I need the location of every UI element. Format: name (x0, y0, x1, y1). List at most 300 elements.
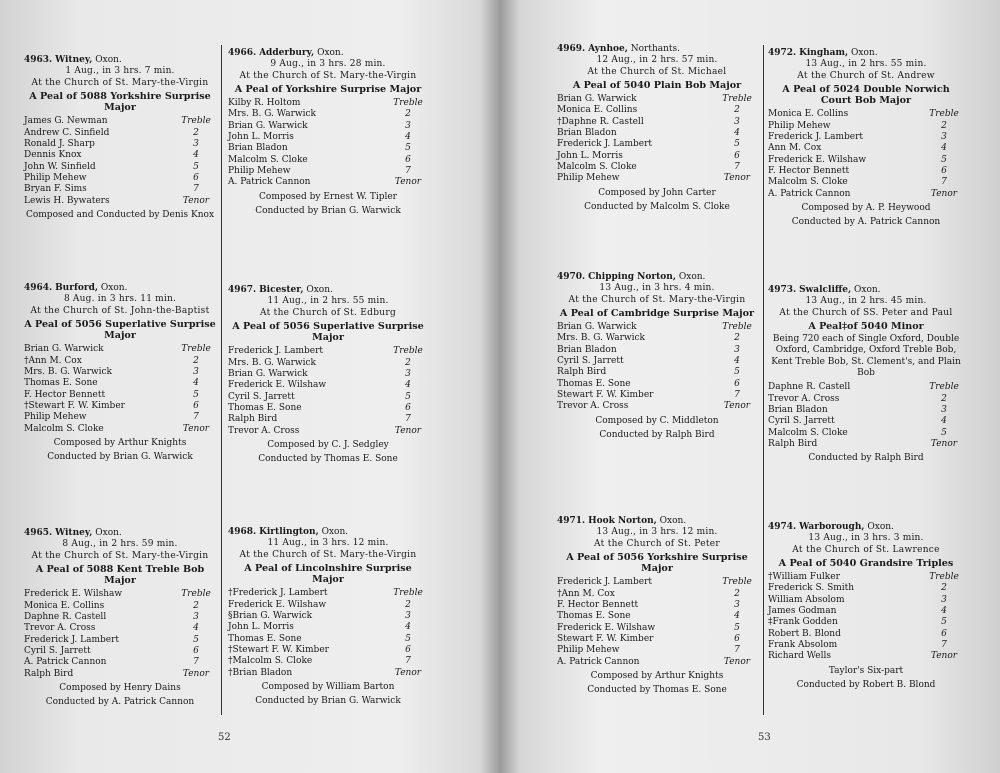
peal-title: A Peal of 5024 Double Norwich Court Bob Major (782, 83, 950, 107)
peal-credit: Taylor's Six-part (828, 665, 904, 676)
peal-number: 4964. (24, 283, 53, 293)
ringer-name: ‡Frank Godden (768, 617, 838, 628)
ringer-row (557, 645, 757, 656)
bell-number: 5 (941, 617, 947, 628)
bell-number: 2 (405, 109, 411, 120)
ringer-name: Malcolm S. Cloke (228, 154, 308, 165)
ringer-name: Richard Wells (768, 651, 831, 662)
bell-number: 5 (734, 622, 740, 633)
ringer-list (228, 98, 428, 188)
ringer-row (768, 189, 964, 200)
peal-title: A Peal of 5088 Yorkshire Surprise Major (29, 90, 211, 114)
ringer-name: Mrs. B. G. Warwick (557, 333, 645, 344)
peal-credit: Conducted by Robert B. Blond (796, 679, 936, 690)
peal-title: A Peal of 5088 Kent Treble Bob Major (35, 563, 205, 587)
ringer-name: Philip Mehew (768, 120, 831, 131)
ringer-row (228, 600, 428, 611)
bell-number: Treble (722, 322, 752, 333)
peal-heading (768, 285, 964, 296)
peal-heading (24, 283, 216, 294)
peal-church: At the Church of St. Mary-the-Virgin (31, 77, 209, 88)
bell-number: 2 (193, 600, 199, 611)
ringer-name: Daphne R. Castell (24, 612, 107, 623)
peal-church: At the Church of St. Mary-the-Virgin (239, 549, 417, 560)
peal-title: A Peal of 5056 Superlative Surprise Major (24, 318, 216, 342)
peal-county: Oxon. (317, 48, 344, 58)
peal-credit: Conducted by Brian G. Warwick (255, 696, 401, 707)
ringer-list (24, 116, 216, 206)
ringer-name: Monica E. Collins (557, 105, 638, 116)
peal-church: At the Church of St. Mary-the-Virgin (568, 294, 746, 305)
peal-date: 13 Aug., in 3 hrs. 3 min. (808, 533, 924, 544)
peal-date: 13 Aug., in 3 hrs. 4 min. (599, 283, 715, 294)
ringer-name: Frederick E. Wilshaw (228, 599, 327, 610)
peal-credit: Conducted by Ralph Bird (599, 429, 715, 440)
bell-number: 6 (405, 644, 411, 655)
ringer-name: †Brian Bladon (228, 667, 293, 678)
ringer-name: Ralph Bird (557, 367, 607, 378)
bell-number: Tenor (182, 668, 210, 679)
ringer-row (768, 572, 964, 583)
ringer-name: Malcolm S. Cloke (768, 177, 848, 188)
ringer-name: Thomas E. Sone (557, 611, 631, 622)
ringer-row (768, 606, 964, 617)
ringer-row (557, 105, 757, 116)
peal-date: 11 Aug., in 3 hrs. 12 min. (267, 538, 389, 549)
peal-heading (24, 528, 216, 539)
ringer-row (24, 184, 216, 195)
peal-county: Oxon. (95, 55, 122, 65)
bell-number: 4 (734, 128, 740, 139)
ringer-name: Ronald J. Sharp (24, 139, 95, 150)
bell-number: 3 (193, 367, 199, 378)
ringer-row (228, 668, 428, 679)
ringer-row (24, 139, 216, 150)
peal-church: At the Church of SS. Peter and Paul (779, 307, 953, 318)
ringer-name: Cyril S. Jarrett (228, 391, 295, 402)
bell-number: 5 (941, 427, 947, 438)
bell-number: Tenor (723, 401, 751, 412)
peal-credit: Conducted by A. Patrick Cannon (791, 217, 941, 228)
ringer-name: A. Patrick Cannon (24, 657, 107, 668)
ringer-name: F. Hector Bennett (557, 600, 639, 611)
peal-heading (557, 516, 757, 527)
bell-number: Tenor (930, 651, 958, 662)
ringer-name: Ralph Bird (24, 668, 74, 679)
peal-heading (768, 522, 964, 533)
bell-number: Treble (393, 346, 423, 357)
ringer-row (24, 378, 216, 389)
peal-number: 4971. (557, 516, 586, 526)
bell-number: 5 (405, 143, 411, 154)
bell-number: 2 (405, 599, 411, 610)
ringer-name: F. Hector Bennett (24, 389, 106, 400)
peal-credit: Conducted by Brian G. Warwick (255, 205, 401, 216)
ringer-row (557, 356, 757, 367)
ringer-name: Malcolm S. Cloke (24, 423, 104, 434)
ringer-row (557, 634, 757, 645)
bell-number: Tenor (394, 667, 422, 678)
peal-county: Northants. (630, 44, 681, 54)
peal-county: Oxon. (95, 528, 122, 538)
bell-number: 6 (941, 165, 947, 176)
bell-number: 6 (734, 378, 740, 389)
ringer-name: Brian Bladon (768, 404, 828, 415)
peal-place: Burford, (55, 283, 98, 293)
peal-record (557, 516, 757, 696)
peal-number: 4967. (228, 285, 257, 295)
ringer-row (24, 669, 216, 680)
ringer-row (557, 623, 757, 634)
peal-place: Hook Norton, (588, 516, 657, 526)
ringer-name: Brian Bladon (557, 344, 617, 355)
bell-number: 4 (941, 143, 947, 154)
bell-number: Tenor (723, 656, 751, 667)
peal-church: At the Church of St. Edburg (259, 307, 397, 318)
ringer-name: F. Hector Bennett (768, 165, 850, 176)
peal-credit: Composed by A. P. Heywood (801, 202, 931, 213)
peal-heading (557, 44, 757, 55)
peal-place: Witney, (55, 55, 93, 65)
ringer-list (228, 588, 428, 678)
ringer-name: †Frederick J. Lambert (228, 588, 328, 599)
peal-number: 4973. (768, 285, 797, 295)
peal-title: A Peal of Lincolnshire Surprise Major (244, 562, 412, 586)
ringer-row (24, 412, 216, 423)
ringer-row (557, 600, 757, 611)
ringer-row (228, 656, 428, 667)
ringer-row (557, 401, 757, 412)
peal-church: At the Church of St. Peter (593, 538, 721, 549)
peal-county: Oxon. (851, 48, 878, 58)
ringer-row (557, 367, 757, 378)
ringer-row (228, 588, 428, 599)
bell-number: Treble (181, 589, 211, 600)
ringer-row (557, 128, 757, 139)
bell-number: 3 (734, 344, 740, 355)
ringer-name: Brian Bladon (228, 143, 288, 154)
ringer-name: Frederick J. Lambert (557, 139, 653, 150)
bell-number: 4 (193, 378, 199, 389)
bell-number: 4 (941, 606, 947, 617)
peal-record (24, 528, 216, 708)
ringer-name: †William Fulker (768, 572, 840, 583)
bell-number: 4 (193, 623, 199, 634)
ringer-row (768, 629, 964, 640)
peal-date: 8 Aug., in 2 hrs. 59 min. (62, 539, 178, 550)
peal-place: Chipping Norton, (588, 272, 676, 282)
ringer-name: William Absolom (768, 594, 845, 605)
peal-record (228, 48, 428, 217)
bell-number: 4 (734, 611, 740, 622)
bell-number: Treble (929, 109, 959, 120)
peal-county: Oxon. (321, 527, 349, 537)
ringer-row (228, 358, 428, 369)
ringer-row (768, 121, 964, 132)
ringer-row (768, 382, 964, 393)
peal-credit: Composed by Henry Dains (59, 682, 181, 693)
ringer-name: Philip Mehew (24, 412, 87, 423)
ringer-row (768, 143, 964, 154)
peal-record (557, 272, 757, 441)
ringer-row (768, 595, 964, 606)
ringer-name: John L. Morris (228, 132, 294, 143)
bell-number: 4 (405, 622, 411, 633)
ringer-row (228, 98, 428, 109)
bell-number: 6 (193, 400, 199, 411)
peal-church: At the Church of St. Mary-the-Virgin (239, 70, 417, 81)
ringer-name: Mrs. B. G. Warwick (228, 109, 316, 120)
bell-number: Tenor (182, 195, 210, 206)
peal-note: Being 720 each of Single Oxford, Double Oxford, Cambridge, Oxford Treble Bob, Kent Treble Bob, St. Clement's, and Plain Bob (771, 334, 961, 379)
ringer-name: John L. Morris (228, 622, 294, 633)
ringer-name: †Stewart F. W. Kimber (24, 400, 125, 411)
ringer-row (24, 196, 216, 207)
peal-church: At the Church of St. John-the-Baptist (30, 305, 210, 316)
ringer-row (24, 162, 216, 173)
peal-credit: Conducted by A. Patrick Cannon (45, 697, 195, 708)
bell-number: 2 (405, 357, 411, 368)
bell-number: Tenor (930, 438, 958, 449)
ringer-name: Frederick J. Lambert (768, 132, 864, 143)
bell-number: 3 (405, 369, 411, 380)
ringer-row (24, 657, 216, 668)
bell-number: 3 (941, 132, 947, 143)
ringer-name: Brian G. Warwick (228, 120, 308, 131)
ringer-row (557, 162, 757, 173)
ringer-row (228, 426, 428, 437)
bell-number: 7 (193, 184, 199, 195)
bell-number: 2 (941, 120, 947, 131)
ringer-name: Brian G. Warwick (24, 344, 104, 355)
ringer-row (24, 356, 216, 367)
bell-number: Treble (929, 572, 959, 583)
ringer-list (557, 322, 757, 412)
bell-number: 4 (941, 416, 947, 427)
ringer-row (228, 645, 428, 656)
bell-number: Treble (393, 98, 423, 109)
peal-place: Warborough, (799, 522, 865, 532)
bell-number: 7 (405, 165, 411, 176)
peal-credit: Composed by William Barton (261, 681, 395, 692)
ringer-row (557, 589, 757, 600)
peal-place: Aynhoe, (588, 44, 628, 54)
peal-credit: Composed by Ernest W. Tipler (259, 191, 397, 202)
peal-number: 4974. (768, 522, 797, 532)
bell-number: 7 (734, 161, 740, 172)
ringer-name: Frederick E. Wilshaw (768, 154, 867, 165)
peal-title: A Peal of Cambridge Surprise Major (559, 307, 755, 319)
bell-number: 5 (734, 139, 740, 150)
ringer-row (24, 612, 216, 623)
ringer-row (557, 379, 757, 390)
bell-number: 3 (405, 611, 411, 622)
ringer-row (24, 150, 216, 161)
peal-heading (228, 527, 428, 538)
ringer-list (557, 577, 757, 667)
ringer-row (768, 416, 964, 427)
bell-number: 4 (405, 380, 411, 391)
peal-date: 9 Aug., in 3 hrs. 28 min. (270, 59, 386, 70)
ringer-name: John W. Sinfield (24, 161, 96, 172)
peal-record (768, 48, 964, 228)
ringer-row (557, 577, 757, 588)
bell-number: Treble (181, 344, 211, 355)
bell-number: 7 (734, 645, 740, 656)
bell-number: 4 (193, 150, 199, 161)
peal-credit: Conducted by Ralph Bird (808, 453, 924, 464)
peal-date: 13 Aug., in 3 hrs. 12 min. (596, 527, 718, 538)
ringer-name: Frederick J. Lambert (557, 577, 653, 588)
ringer-name: Trevor A. Cross (768, 393, 840, 404)
ringer-row (228, 121, 428, 132)
ringer-list (768, 382, 964, 450)
peal-number: 4972. (768, 48, 797, 58)
ringer-row (768, 583, 964, 594)
peal-credit: Conducted by Brian G. Warwick (47, 452, 193, 463)
ringer-list (768, 572, 964, 662)
ringer-name: Brian G. Warwick (557, 322, 637, 333)
peal-number: 4968. (228, 527, 257, 537)
ringer-name: Bryan F. Sims (24, 184, 87, 195)
ringer-row (24, 173, 216, 184)
peal-place: Kirtlington, (259, 527, 319, 537)
ringer-name: James G. Newman (24, 116, 108, 127)
peal-credit: Composed by Arthur Knights (590, 670, 724, 681)
peal-title: A Peal of 5040 Plain Bob Major (572, 79, 742, 91)
peal-date: 12 Aug., in 2 hrs. 57 min. (596, 55, 718, 66)
peal-title: A Peal of Yorkshire Surprise Major (234, 83, 422, 95)
peal-number: 4963. (24, 55, 53, 65)
ringer-row (768, 640, 964, 651)
ringer-name: Stewart F. W. Kimber (557, 389, 654, 400)
peal-date: 1 Aug., in 3 hrs. 7 min. (65, 66, 175, 77)
ringer-row (768, 132, 964, 143)
ringer-row (557, 390, 757, 401)
bell-number: Treble (181, 116, 211, 127)
ringer-row (228, 143, 428, 154)
ringer-name: Frederick E. Wilshaw (557, 622, 656, 633)
ringer-row (557, 322, 757, 333)
ringer-name: Stewart F. W. Kimber (557, 633, 654, 644)
ringer-row (768, 617, 964, 628)
ringer-name: Frederick J. Lambert (24, 634, 120, 645)
peal-county: Oxon. (659, 516, 687, 526)
bell-number: Treble (929, 382, 959, 393)
ringer-name: Cyril S. Jarrett (24, 645, 91, 656)
ringer-row (228, 380, 428, 391)
peal-place: Witney, (55, 528, 93, 538)
ringer-row (228, 109, 428, 120)
ringer-row (557, 94, 757, 105)
bell-number: 6 (941, 628, 947, 639)
ringer-list (24, 589, 216, 679)
bell-number: 7 (193, 412, 199, 423)
ringer-name: §Brian G. Warwick (228, 611, 313, 622)
peal-heading (228, 285, 428, 296)
peal-record (24, 55, 216, 221)
bell-number: Tenor (394, 425, 422, 436)
bell-number: 3 (734, 116, 740, 127)
peal-date: 13 Aug., in 2 hrs. 55 min. (805, 59, 927, 70)
ringer-name: Ralph Bird (228, 414, 278, 425)
bell-number: 6 (734, 633, 740, 644)
bell-number: 5 (734, 367, 740, 378)
ringer-row (768, 405, 964, 416)
ringer-name: Frederick S. Smith (768, 583, 855, 594)
bell-number: 6 (193, 172, 199, 183)
ringer-row (228, 346, 428, 357)
ringer-name: A. Patrick Cannon (768, 188, 851, 199)
ringer-name: Philip Mehew (557, 645, 620, 656)
ringer-row (768, 177, 964, 188)
peal-county: Oxon. (854, 285, 881, 295)
ringer-row (557, 657, 757, 668)
bell-number: 2 (734, 588, 740, 599)
ringer-name: †Ann M. Cox (557, 588, 615, 599)
peal-date: 13 Aug., in 2 hrs. 45 min. (805, 296, 927, 307)
ringer-name: Monica E. Collins (768, 109, 849, 120)
ringer-name: Thomas E. Sone (228, 633, 302, 644)
bell-number: 5 (193, 389, 199, 400)
bell-number: 7 (405, 656, 411, 667)
bell-number: 2 (734, 105, 740, 116)
ringer-row (24, 646, 216, 657)
column-divider (221, 45, 222, 715)
bell-number: Tenor (723, 173, 751, 184)
ringer-row (228, 403, 428, 414)
peal-record (768, 285, 964, 464)
ringer-row (228, 392, 428, 403)
ringer-name: Mrs. B. G. Warwick (24, 367, 112, 378)
ringer-row (24, 623, 216, 634)
ringer-name: Philip Mehew (557, 173, 620, 184)
peal-title: A Peal of 5056 Yorkshire Surprise Major (566, 551, 748, 575)
ringer-row (557, 151, 757, 162)
peal-place: Bicester, (259, 285, 304, 295)
peal-county: Oxon. (306, 285, 333, 295)
ringer-row (228, 155, 428, 166)
ringer-row (557, 333, 757, 344)
peal-credit: Conducted by Malcolm S. Cloke (584, 201, 730, 212)
page-number: 53 (758, 732, 771, 743)
ringer-name: Ralph Bird (768, 438, 818, 449)
peal-county: Oxon. (867, 522, 894, 532)
ringer-name: Malcolm S. Cloke (557, 161, 637, 172)
peal-credit: Composed by Arthur Knights (53, 437, 187, 448)
bell-number: 5 (405, 633, 411, 644)
ringer-name: Brian Bladon (557, 128, 617, 139)
ringer-name: Robert B. Blond (768, 628, 841, 639)
peal-record (24, 283, 216, 463)
ringer-name: Trevor A. Cross (24, 623, 96, 634)
peal-credit: Conducted by Thomas E. Sone (587, 685, 727, 696)
ringer-row (557, 173, 757, 184)
ringer-name: †Malcolm S. Cloke (228, 656, 313, 667)
ringer-name: Philip Mehew (24, 172, 87, 183)
peal-date: 8 Aug. in 3 hrs. 11 min. (63, 294, 177, 305)
ringer-row (768, 109, 964, 120)
peal-county: Oxon. (678, 272, 706, 282)
ringer-name: Mrs. B. G. Warwick (228, 357, 316, 368)
ringer-name: Trevor A. Cross (228, 425, 300, 436)
bell-number: 2 (734, 333, 740, 344)
peal-record (768, 522, 964, 691)
ringer-row (228, 177, 428, 188)
peal-credit: Composed by John Carter (598, 187, 716, 198)
ringer-name: Thomas E. Sone (228, 402, 302, 413)
ringer-row (557, 345, 757, 356)
